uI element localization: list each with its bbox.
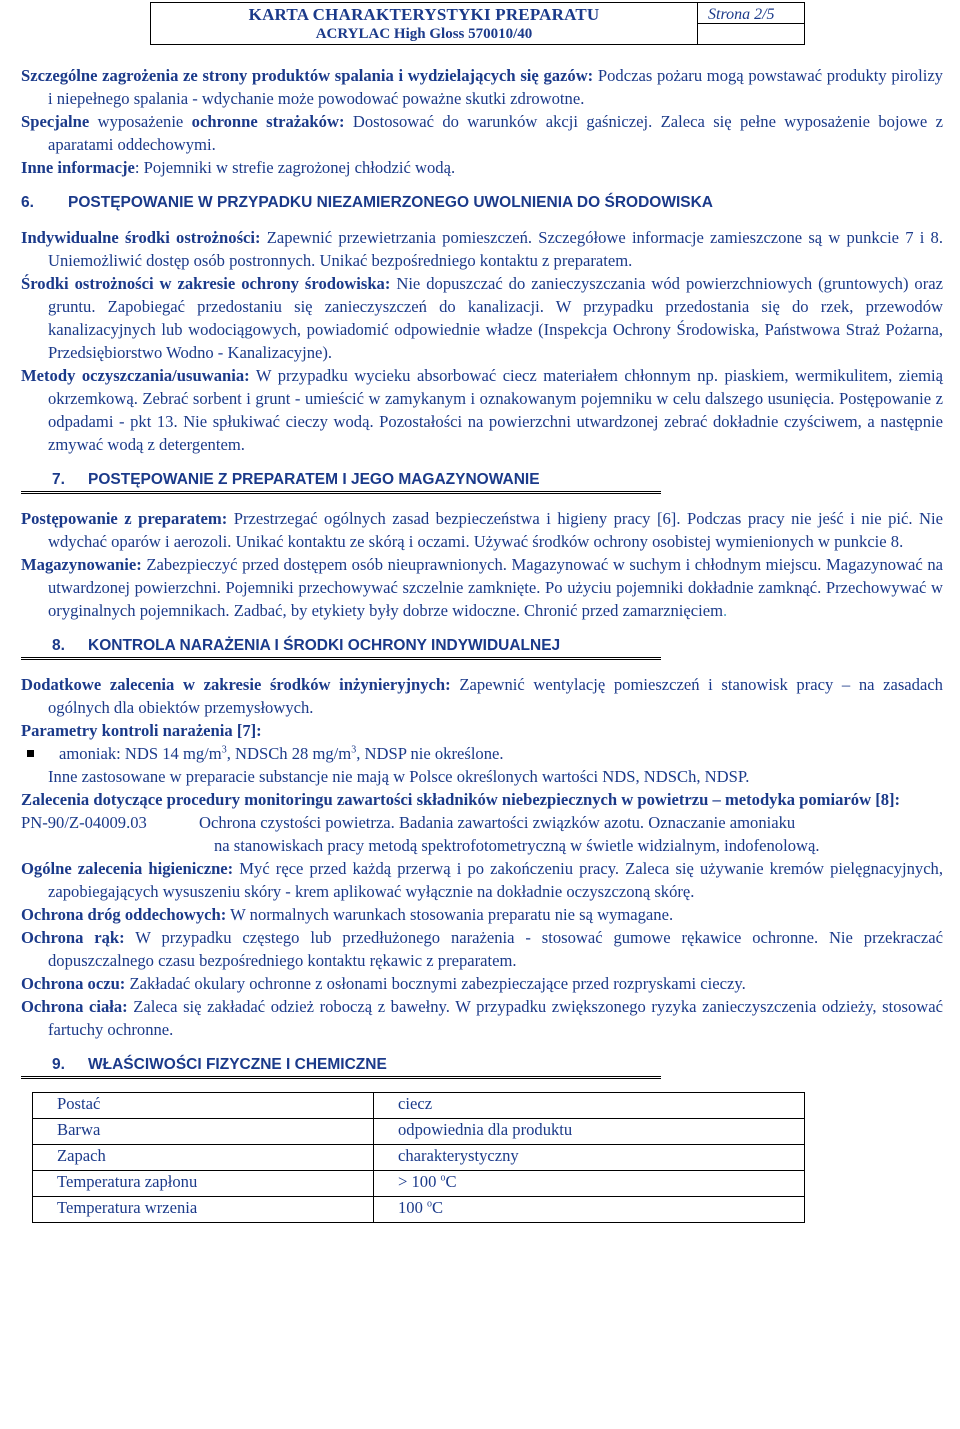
property-unit: C [432, 1198, 444, 1217]
respiratory-protection-paragraph [21, 903, 943, 926]
respiratory-protection-text: W normalnych warunkach stosowania preparatu nie są wymagane. [226, 905, 674, 924]
section-7-heading [21, 470, 943, 493]
property-name: Postać [33, 1093, 374, 1119]
section-7-number: 7. [52, 471, 65, 488]
ammonia-limits-sup2: 3 [351, 744, 357, 756]
body-protection-paragraph [21, 995, 943, 1041]
environmental-precautions-label: Środki ostrożności w zakresie ochrony środowiska: [21, 274, 391, 293]
degree-sign: o [440, 1172, 446, 1184]
storage-text: Zabezpieczyć przed dostępem osób nieuprawnionych. Magazynować w suchym i chłodnym miejscu. Magazynować na utwardzonej powierzchni. Pojemniki przechowywać szczelnie zamknięte. Po użyciu pojemniki dokładnie zamknąć. Przechowywać w oryginalnych pojemnikach. Zadbać, by etykiety były dobrze widoczne. Chronić przed zamarznięciem [48, 555, 943, 620]
property-name: Barwa [33, 1119, 374, 1145]
degree-sign: o [427, 1198, 433, 1210]
product-name: ACRYLAC High Gloss 570010/40 [315, 26, 533, 42]
standard-entry [21, 811, 943, 857]
section-7-title: POSTĘPOWANIE Z PREPARATEM I JEGO MAGAZYNOWANIE [88, 471, 540, 488]
section-9-heading [21, 1055, 943, 1078]
cleanup-methods-paragraph [21, 364, 943, 456]
eye-protection-label: Ochrona oczu: [21, 974, 126, 993]
environmental-precautions-text: Nie dopuszczać do zanieczyszczania wód powierzchniowych (gruntowych) oraz gruntu. Zapobiegać przedostaniu się zanieczyszczeń do kanalizacji. W przypadku przedostania się do rzek, przewodów kanalizacyjnych lub wodociągowych, powiadomić odpowiednie władze (Inspekcja Ochrony Środowiska, Państwowa Straż Pożarna, Przedsiębiorstwo Wodno - Kanalizacyjne). [48, 274, 943, 362]
storage-paragraph [21, 553, 943, 622]
hygiene-paragraph [21, 857, 943, 903]
bullet-square-icon [27, 750, 34, 757]
section-9-title: WŁAŚCIWOŚCI FIZYCZNE I CHEMICZNE [88, 1056, 387, 1073]
storage-end: . [723, 601, 728, 620]
hand-protection-label: Ochrona rąk: [21, 928, 125, 947]
table-row [33, 1145, 805, 1171]
property-value: ciecz [374, 1093, 805, 1119]
engineering-controls-label: Dodatkowe zalecenia w zakresie środków inżynieryjnych: [21, 675, 451, 694]
hand-protection-paragraph [21, 926, 943, 972]
monitoring-label: Zalecenia dotyczące procedury monitoringu zawartości składników niebezpiecznych w powietrzu – metodyka pomiarów [8]: [21, 790, 901, 809]
property-value: > 100 [398, 1172, 441, 1191]
handling-text: Przestrzegać ogólnych zasad bezpieczeństwa i higieny pracy [6]. Podczas pracy nie jeść i nie pić. Nie wdychać oparów i aerozoli. Unikać kontaktu ze skórą i oczami. Używać środków ochrony osobistej wymienionych w punkcie 8. [48, 509, 943, 551]
table-row [33, 1119, 805, 1145]
table-row [33, 1093, 805, 1119]
table-row [33, 1171, 805, 1197]
document-body [21, 64, 943, 1223]
other-info-text: : Pojemniki w strefie zagrożonej chłodzić wodą. [134, 158, 456, 177]
exposure-params-label: Parametry kontroli narażenia [7]: [21, 721, 262, 740]
property-name: Temperatura zapłonu [33, 1171, 374, 1197]
header-page-cell [698, 3, 804, 44]
firefighter-label-b: ochronne strażaków: [191, 112, 345, 131]
section-6-number: 6. [21, 194, 34, 211]
standard-desc-line1: Ochrona czystości powietrza. Badania zawartości związków azotu. Oznaczanie amoniaku [199, 813, 796, 832]
personal-precautions-paragraph [21, 226, 943, 272]
engineering-controls-paragraph [21, 673, 943, 719]
property-name: Temperatura wrzenia [33, 1197, 374, 1223]
personal-precautions-label: Indywidualne środki ostrożności: [21, 228, 261, 247]
hygiene-text: Myć ręce przed każdą przerwą i po zakończeniu pracy. Zaleca się używanie kremów pielęgnacyjnych, zapobiegających wysuszeniu skóry - krem aplikować wyłącznie na dokładnie oczyszczoną skórę. [48, 859, 944, 901]
fire-hazards-text: Podczas pożaru mogą powstawać produkty pirolizy i niepełnego spalania - wdychanie może powodować poważne skutki zdrowotne. [48, 66, 943, 108]
fire-hazards-label: Szczególne zagrożenia ze strony produktów spalania i wydzielających się gazów: [21, 66, 594, 85]
exposure-params-heading [21, 719, 943, 742]
environmental-precautions-paragraph [21, 272, 943, 364]
engineering-controls-text: Zapewnić wentylację pomieszczeń i stanowisk pracy – na zasadach ogólnych dla obiektów przemysłowych. [48, 675, 943, 717]
eye-protection-paragraph [21, 972, 943, 995]
firefighter-text-a: wyposażenie [89, 112, 192, 131]
other-substances-note: Inne zastosowane w preparacie substancje nie mają w Polsce określonych wartości NDS, NDSCh, NDSP. [48, 767, 750, 786]
document-title: KARTA CHARAKTERYSTYKI PREPARATU [248, 5, 600, 24]
page-number: Strona 2/5 [708, 6, 775, 23]
cleanup-methods-text: W przypadku wycieku absorbować ciecz materiałem chłonnym np. piaskiem, wermikulitem, ziemią okrzemkową. Zebrać sorbent i grunt - umieścić w zamykanym i oznakowanym pojemniku w celu dalszego usunięcia. Postępowanie z odpadami - pkt 13. Nie spłukiwać cieczy wodą. Pozostałości na powierzchni utwardzonej zebrać dokładnie czyściwem, a następnie zmywać wodą z detergentem. [48, 366, 943, 454]
handling-label: Postępowanie z preparatem: [21, 509, 228, 528]
properties-table [32, 1092, 805, 1223]
standard-code: PN-90/Z-04009.03 [21, 813, 147, 832]
page-header [150, 2, 805, 45]
section-8-title: KONTROLA NARAŻENIA I ŚRODKI OCHRONY INDYWIDUALNEJ [88, 637, 561, 654]
hygiene-label: Ogólne zalecenia higieniczne: [21, 859, 234, 878]
firefighter-equipment-paragraph [21, 110, 943, 156]
ammonia-limits-a: amoniak: NDS 14 mg/m [59, 744, 222, 763]
property-value: charakterystyczny [374, 1145, 805, 1171]
table-row [33, 1197, 805, 1223]
fire-hazards-paragraph [21, 64, 943, 110]
section-9-number: 9. [52, 1056, 65, 1073]
section-8-number: 8. [52, 637, 65, 654]
property-value: 100 [398, 1198, 428, 1217]
section-8-heading [21, 636, 943, 659]
firefighter-label-a: Specjalne [21, 112, 90, 131]
handling-paragraph [21, 507, 943, 553]
firefighter-text-b: Dostosować do warunków akcji gaśniczej. Zaleca się pełne wyposażenie bojowe z aparatami oddechowymi. [48, 112, 943, 154]
other-info-label: Inne informacje [21, 158, 135, 177]
standard-desc-line2: na stanowiskach pracy metodą spektrofotometryczną w świetle widzialnym, indofenolową. [214, 836, 820, 855]
ammonia-limits-item [21, 742, 943, 765]
cleanup-methods-label: Metody oczyszczania/usuwania: [21, 366, 250, 385]
personal-precautions-text: Zapewnić przewietrzania pomieszczeń. Szczegółowe informacje zamieszczone są w punkcie 7 i 8. Uniemożliwić dostęp osób postronnych. Unikać bezpośredniego kontaktu z preparatem. [48, 228, 943, 270]
header-divider [698, 23, 804, 24]
ammonia-limits-sup1: 3 [221, 744, 227, 756]
property-value: odpowiednia dla produktu [374, 1119, 805, 1145]
ammonia-limits-c: , NDSP nie określone. [356, 744, 504, 763]
section-6-title: POSTĘPOWANIE W PRZYPADKU NIEZAMIERZONEGO UWOLNIENIA DO ŚRODOWISKA [68, 194, 713, 211]
header-title-cell [151, 3, 698, 44]
property-value-cell [374, 1171, 805, 1197]
body-protection-text: Zaleca się zakładać odzież roboczą z bawełny. W przypadku zwiększonego ryzyka zanieczyszczenia odzieży, stosować fartuchy ochronne. [48, 997, 943, 1039]
property-unit: C [445, 1172, 457, 1191]
hand-protection-text: W przypadku częstego lub przedłużonego narażenia - stosować gumowe rękawice ochronne. Nie przekraczać dopuszczalnego czasu bezpośredniego kontaktu rękawic z preparatem. [48, 928, 943, 970]
section-6-heading [21, 193, 943, 216]
property-name: Zapach [33, 1145, 374, 1171]
respiratory-protection-label: Ochrona dróg oddechowych: [21, 905, 227, 924]
ammonia-limits-b: , NDSCh 28 mg/m [226, 744, 352, 763]
other-info-paragraph [21, 156, 943, 179]
property-value-cell [374, 1197, 805, 1223]
monitoring-heading [21, 788, 943, 811]
storage-label: Magazynowanie: [21, 555, 142, 574]
body-protection-label: Ochrona ciała: [21, 997, 128, 1016]
eye-protection-text: Zakładać okulary ochronne z osłonami bocznymi zabezpieczające przed rozpryskami cieczy. [125, 974, 746, 993]
